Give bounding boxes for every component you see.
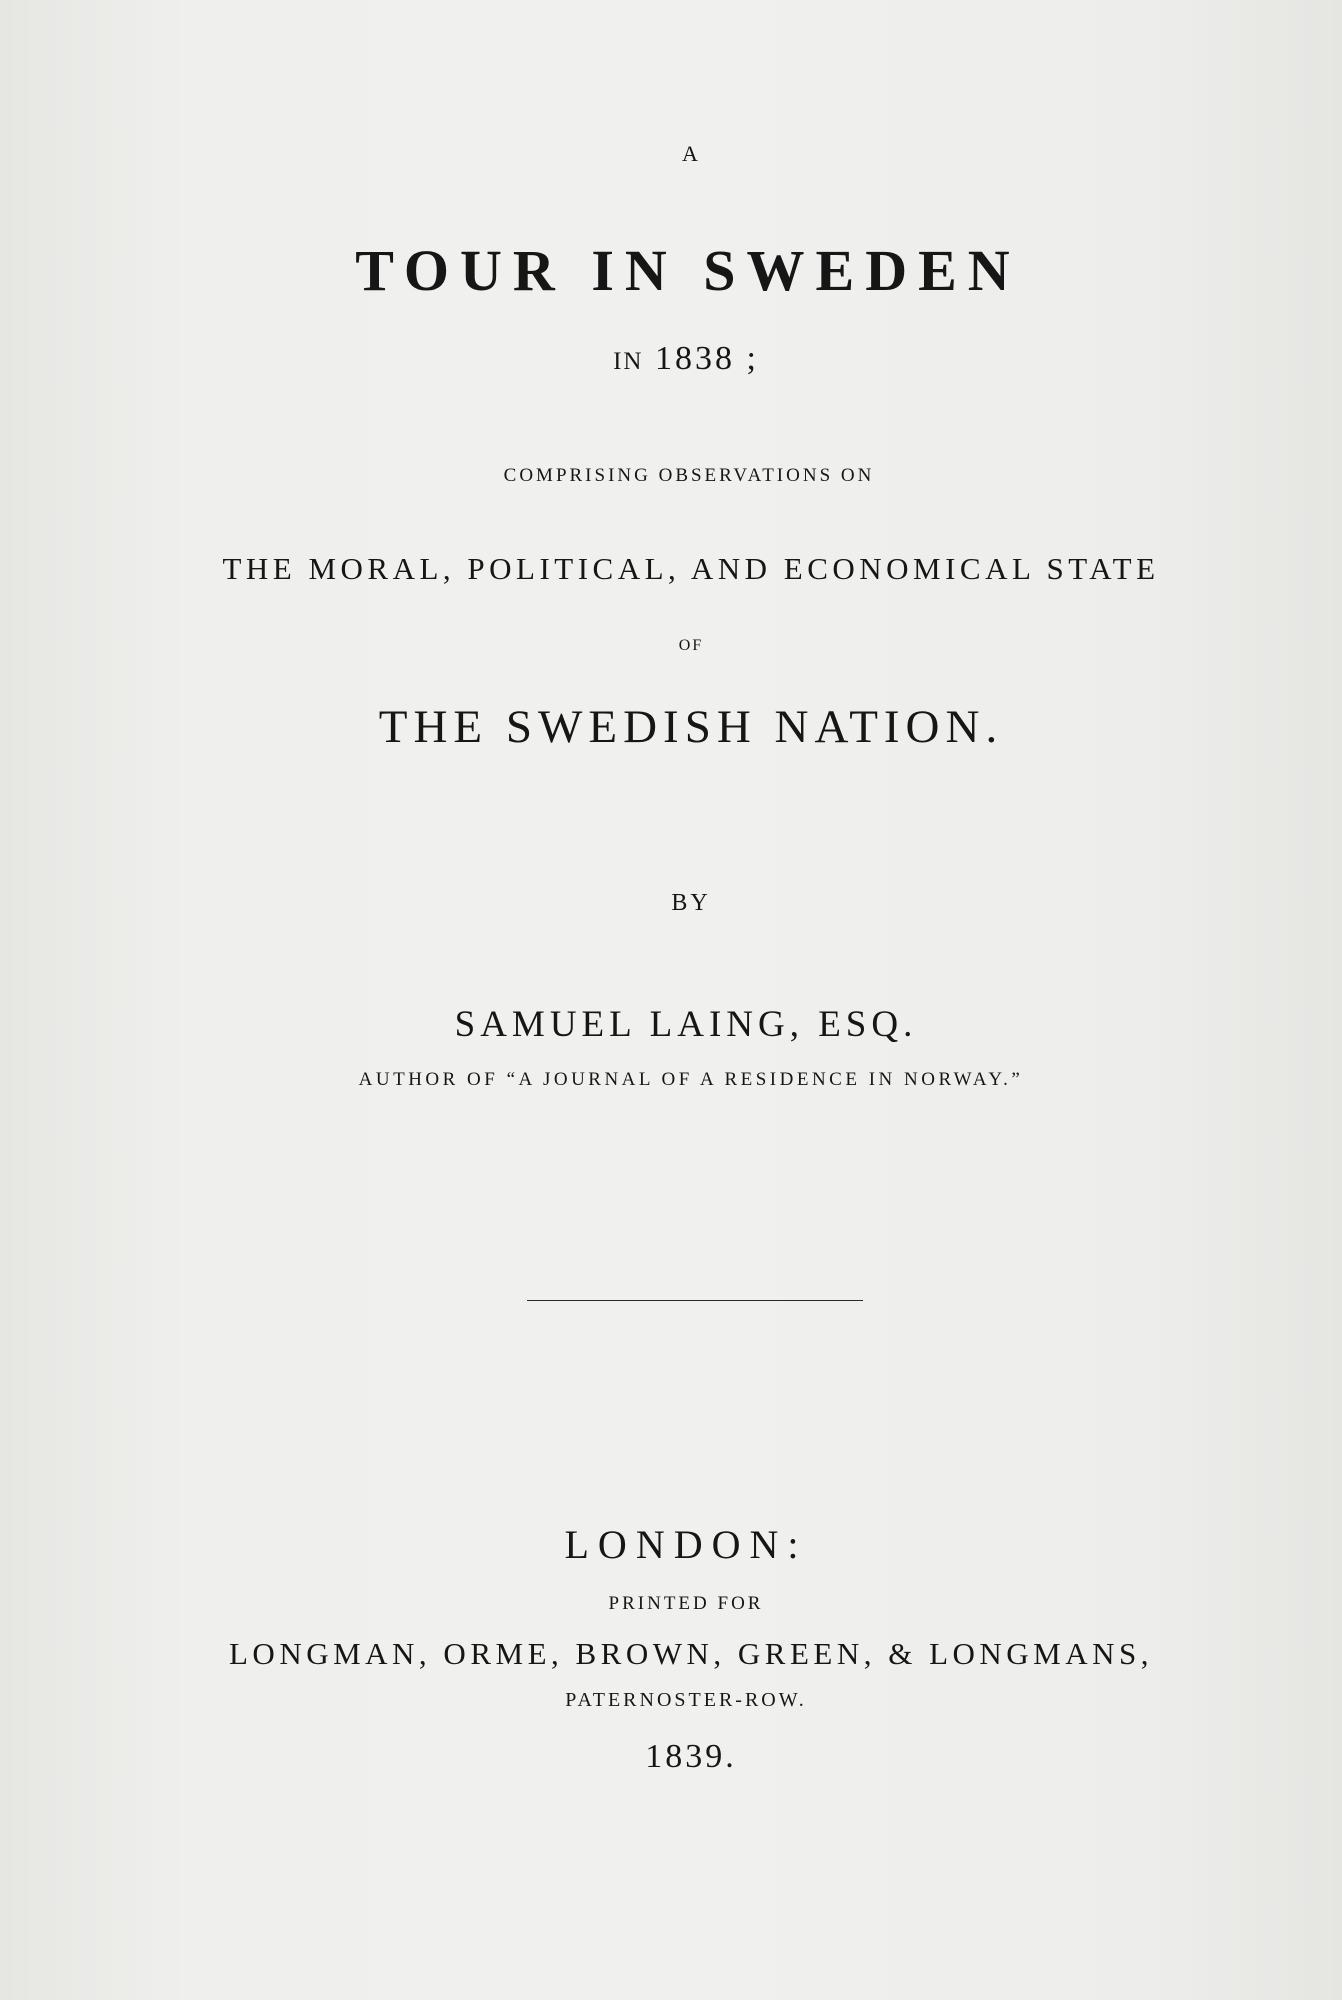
tour-year: 1838 ;	[654, 340, 759, 377]
nation-line: THE SWEDISH NATION.	[378, 701, 1004, 753]
tour-year-prefix: IN	[613, 348, 644, 375]
subject-line: THE MORAL, POLITICAL, AND ECONOMICAL STATE	[222, 551, 1160, 586]
publication-year: 1839.	[645, 1738, 737, 1775]
book-title: TOUR IN SWEDEN	[355, 238, 1021, 303]
by-line: BY	[671, 890, 711, 916]
title-article: A	[682, 141, 700, 166]
comprising-line: COMPRISING OBSERVATIONS ON	[503, 465, 875, 486]
imprint-city: LONDON:	[564, 1522, 808, 1567]
publisher-address: PATERNOSTER-ROW.	[565, 1689, 807, 1711]
author-note: AUTHOR OF “A JOURNAL OF A RESIDENCE IN NORWAY.”	[358, 1069, 1024, 1090]
publishers: LONGMAN, ORME, BROWN, GREEN, & LONGMANS,	[229, 1636, 1153, 1671]
of-line: OF	[678, 637, 704, 654]
divider-rule	[527, 1300, 863, 1301]
printed-for: PRINTED FOR	[608, 1593, 764, 1614]
tour-year-line	[15, 342, 1342, 376]
author-name: SAMUEL LAING, ESQ.	[454, 1004, 918, 1045]
